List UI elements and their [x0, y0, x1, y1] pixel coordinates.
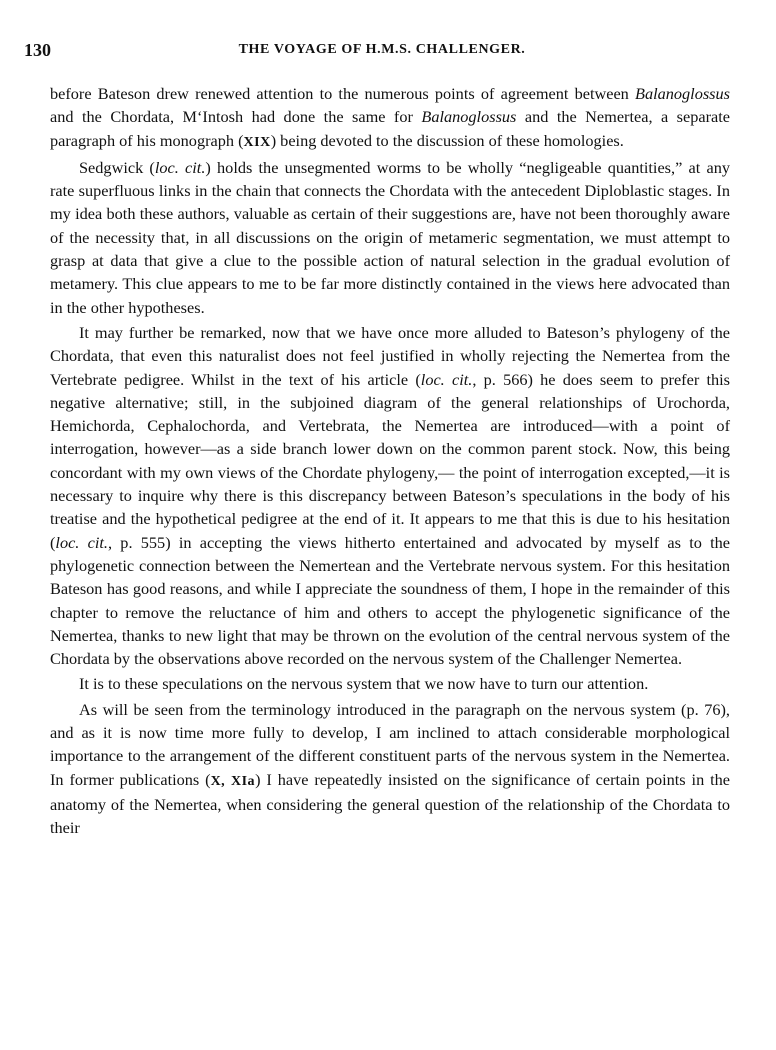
paragraph: [50, 321, 730, 670]
italic-term: Balanoglossus: [635, 84, 730, 103]
italic-term: loc. cit.: [55, 532, 108, 552]
page-number: 130: [24, 40, 51, 60]
text-run: ) holds the unsegmented worms to be wholly “negligeable quantities,” at any rate superfluous links in the chain that connects the Chordata with the antecedent Diploblastic stages. In my idea both these authors, valuable as certain of their suggestions are, have not been thoroughly aware of the necessity that, in all discussions on the origin of metameric segmentation, we must attempt to grasp at data that give a clue to the possible action of natural selection in the gradual evolution of metamery. This clue appears to me to be far more distinctly contained in the views here advocated than in the other hypotheses.: [50, 157, 731, 317]
page-header: [24, 40, 740, 64]
text-run: , p. 566) he does seem to prefer this negative alternative; still, in the subjoined diagram of the general relationships of Urochorda, Hemichorda, Cephalochorda, and Vertebrata, the Nemertea are introduced—with a point of interrogation, however—as a side branch lower down on the common parent stock. Now, this being concordant with my own views of the Chordate phylogeny,— the point of interrogation excepted,—it is necessary to inquire why there is this discrepancy between Bateson’s speculations in the body of his treatise and the hypothetical pedigree at the end of it. It appears to me that this is due to his hesitation (: [50, 369, 730, 552]
text-run: before Bateson drew renewed attention to the numerous points of agreement between: [50, 84, 635, 103]
italic-term: Balanoglossus: [421, 107, 517, 127]
text-run: and the Nemertea, a separate paragraph of his monograph (: [50, 107, 730, 150]
text-run: ) I have repeatedly insisted on the significance of certain points in the anatomy of the Nemertea, when considering the general question of the relationship of the Chordata to their: [50, 769, 730, 838]
running-title: THE VOYAGE OF H.M.S. CHALLENGER.: [238, 42, 526, 57]
text-run: It may further be remarked, now that we have once more alluded to Bateson’s phylogeny of the Chordata, that even this naturalist does not feel justified in wholly rejecting the Nemertea from the Vertebrate pedigree. Whilst in the text of his article (: [50, 322, 730, 389]
text-run: , p. 555) in accepting the views hitherto entertained and advocated by myself as to the phylogenetic connection between the Nemertean and the Vertebrate nervous system. For this hesitation Bateson has good reasons, and while I appreciate the soundness of them, I hope in the remainder of this chapter to remove the reluctance of him and others to accept the phylogenetic significance of the Nemertea, thanks to new light that may be thrown on the evolution of the central nervous system of the Chordata by the observations above recorded on the nervous system of the Challenger Nemertea.: [50, 532, 731, 669]
text-run: As will be seen from the terminology introduced in the paragraph on the nervous system (p. 76), and as it is now time more fully to develop, I am inclined to attach considerable morphological importance to the arrangement of the different constituent parts of the nervous system in the Nemertea. In former publications (: [50, 699, 730, 789]
paragraph: [50, 156, 730, 319]
italic-term: loc. cit.: [420, 369, 473, 389]
text-run: ) being devoted to the discussion of these homologies.: [270, 130, 624, 150]
text-run: Sedgwick (: [79, 157, 155, 177]
paragraph: [50, 698, 730, 840]
reference-number: XIX: [243, 134, 271, 150]
reference-number: X, XIa: [210, 773, 256, 789]
italic-term: loc. cit.: [154, 157, 206, 177]
body-text: [50, 82, 730, 840]
text-run: and the Chordata, M‘Intosh had done the same for: [50, 107, 422, 127]
text-run: It is to these speculations on the nervous system that we now have to turn our attention.: [79, 674, 649, 694]
paragraph: [50, 672, 730, 695]
paragraph: [50, 82, 730, 154]
